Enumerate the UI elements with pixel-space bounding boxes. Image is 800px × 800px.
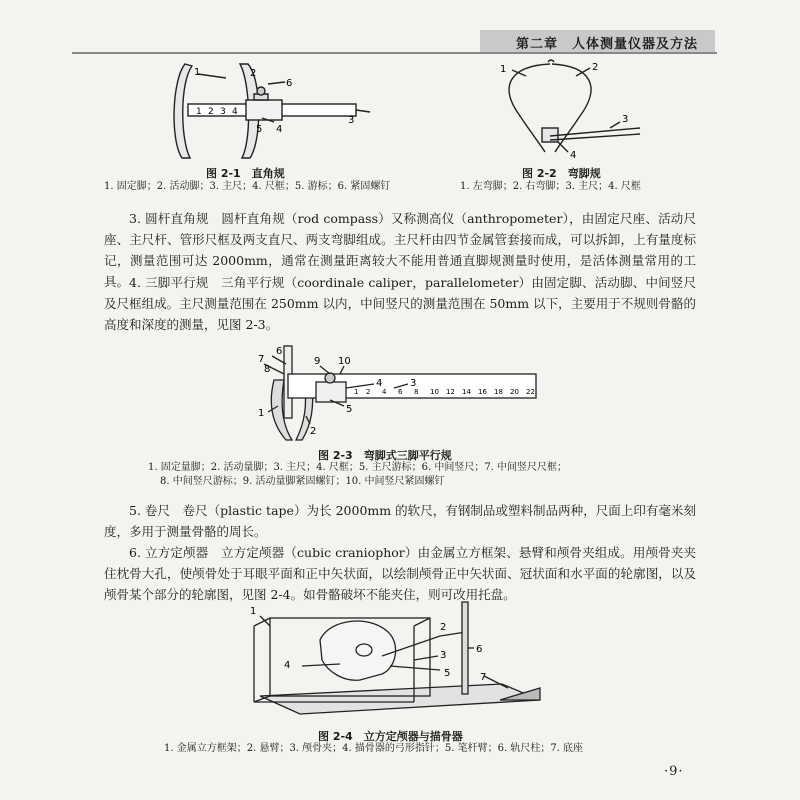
page-number: ·9· xyxy=(664,764,684,779)
fig1-scale-4: 4 xyxy=(232,107,238,117)
fig2-label-1: 1 xyxy=(500,64,507,75)
paragraph-rod-compass: 3. 圆杆直角规 圆杆直角规（rod compass）又称测高仪（anthropometer），由固定尺座、活动尺座、主尺杆、管形尺框及两支直尺、两支弯脚组成。主尺杆由四节金属管套接而成，可以拆卸，上有量度标记，测量范围可达 2000mm，通常在测量距离较大不能用普通直脚规测量时使用，是活体测量常用的工具。 xyxy=(104,211,696,289)
figure-2-4-cubic-craniophor xyxy=(240,596,560,726)
fig3-scale-2: 2 xyxy=(366,388,371,396)
fig1-label-5: 5 xyxy=(256,124,263,135)
fig3-scale-8: 8 xyxy=(414,388,419,396)
fig4-label-2: 2 xyxy=(440,622,447,633)
fig4-label-7: 7 xyxy=(480,672,487,683)
fig3-label-6: 6 xyxy=(276,346,283,357)
fig1-label-3: 3 xyxy=(348,115,355,126)
fig3-scale-12: 12 xyxy=(446,388,455,396)
fig1-scale-3: 3 xyxy=(220,107,226,117)
paragraph-cubic-craniophor: 6. 立方定颅器 立方定颅器（cubic craniophor）由金属立方框架、悬臂和颅骨夹组成。用颅骨夹夹住枕骨大孔，使颅骨处于耳眼平面和正中矢状面，以绘制颅骨正中矢状面、冠状面和水平面的轮廓图，以及颅骨某个部分的轮廓图，见图 2-4。如骨骼破坏不能夹住，则可改用托盘。 xyxy=(104,545,696,602)
fig3-scale-22: 22 xyxy=(526,388,535,396)
fig4-label-1: 1 xyxy=(250,606,257,617)
fig3-label-8: 8 xyxy=(264,364,271,375)
fig3-scale-4: 4 xyxy=(382,388,387,396)
fig2-label-4: 4 xyxy=(570,150,577,161)
fig3-label-7: 7 xyxy=(258,354,265,365)
fig3-scale-6: 6 xyxy=(398,388,403,396)
fig3-scale-10: 10 xyxy=(430,388,439,396)
fig4-label-6: 6 xyxy=(476,644,483,655)
fig3-scale-1: 1 xyxy=(354,388,359,396)
fig2-legend: 1. 左弯脚；2. 右弯脚；3. 主尺；4. 尺框 xyxy=(460,181,641,192)
fig4-label-4: 4 xyxy=(284,660,291,671)
fig1-label-6: 6 xyxy=(286,78,293,89)
fig1-legend: 1. 固定脚；2. 活动脚；3. 主尺；4. 尺框；5. 游标；6. 紧固螺钉 xyxy=(104,181,391,192)
fig1-label-4: 4 xyxy=(276,124,283,135)
fig3-legend-line-2: 8. 中间竖尺游标；9. 活动量脚紧固螺钉；10. 中间竖尺紧固螺钉 xyxy=(160,476,445,487)
fig2-caption: 图 2-2 弯脚规 xyxy=(522,167,601,180)
fig2-label-3: 3 xyxy=(622,114,629,125)
fig3-label-5: 5 xyxy=(346,404,353,415)
fig4-legend: 1. 金属立方框架；2. 悬臂；3. 颅骨夹；4. 描骨器的弓形指针；5. 笔杆臂；6. 轨尺柱；7. 底座 xyxy=(164,743,584,754)
fig1-scale-2: 2 xyxy=(208,107,214,117)
fig1-label-2: 2 xyxy=(250,68,257,79)
fig3-caption: 图 2-3 弯脚式三脚平行规 xyxy=(318,449,452,462)
fig1-caption: 图 2-1 直角规 xyxy=(206,167,285,180)
figure-2-3-parallelometer xyxy=(244,344,554,444)
fig1-scale-1: 1 xyxy=(196,107,202,117)
fig3-scale-20: 20 xyxy=(510,388,519,396)
chapter-title: 第二章 人体测量仪器及方法 xyxy=(516,37,699,52)
fig3-scale-18: 18 xyxy=(494,388,503,396)
fig3-legend-line-1: 1. 固定量脚；2. 活动量脚；3. 主尺；4. 尺框；5. 主尺游标；6. 中间竖尺；7. 中间竖尺尺框； xyxy=(148,462,568,473)
fig1-label-1: 1 xyxy=(194,67,201,78)
fig3-scale-14: 14 xyxy=(462,388,471,396)
fig4-label-5: 5 xyxy=(444,668,451,679)
paragraph-plastic-tape: 5. 卷尺 卷尺（plastic tape）为长 2000mm 的软尺，有钢制品或塑料制品两种，尺面上印有毫米刻度，多用于测量骨骼的周长。 xyxy=(104,503,696,539)
fig3-label-3: 3 xyxy=(410,378,417,389)
fig4-label-3: 3 xyxy=(440,650,447,661)
fig3-label-2: 2 xyxy=(310,426,317,437)
fig4-caption: 图 2-4 立方定颅器与描骨器 xyxy=(318,730,463,743)
fig3-label-9: 9 xyxy=(314,356,321,367)
fig3-label-10: 10 xyxy=(338,356,351,367)
paragraph-coordinate-caliper: 4. 三脚平行规 三角平行规（coordinale caliper，parallelometer）由固定脚、活动脚、中间竖尺及尺框组成。主尺测量范围在 250mm 以内，中间竖尺的测量范围在 50mm 以下，主要用于不规则骨骼的高度和深度的测量，见图 2-3。 xyxy=(104,275,696,332)
fig2-label-2: 2 xyxy=(592,62,599,73)
fig3-scale-16: 16 xyxy=(478,388,487,396)
fig3-label-4: 4 xyxy=(376,378,383,389)
header-rule xyxy=(72,52,717,54)
figure-2-1-straight-caliper xyxy=(150,60,380,165)
figure-2-2-spreading-caliper xyxy=(490,56,650,164)
fig3-label-1: 1 xyxy=(258,408,265,419)
